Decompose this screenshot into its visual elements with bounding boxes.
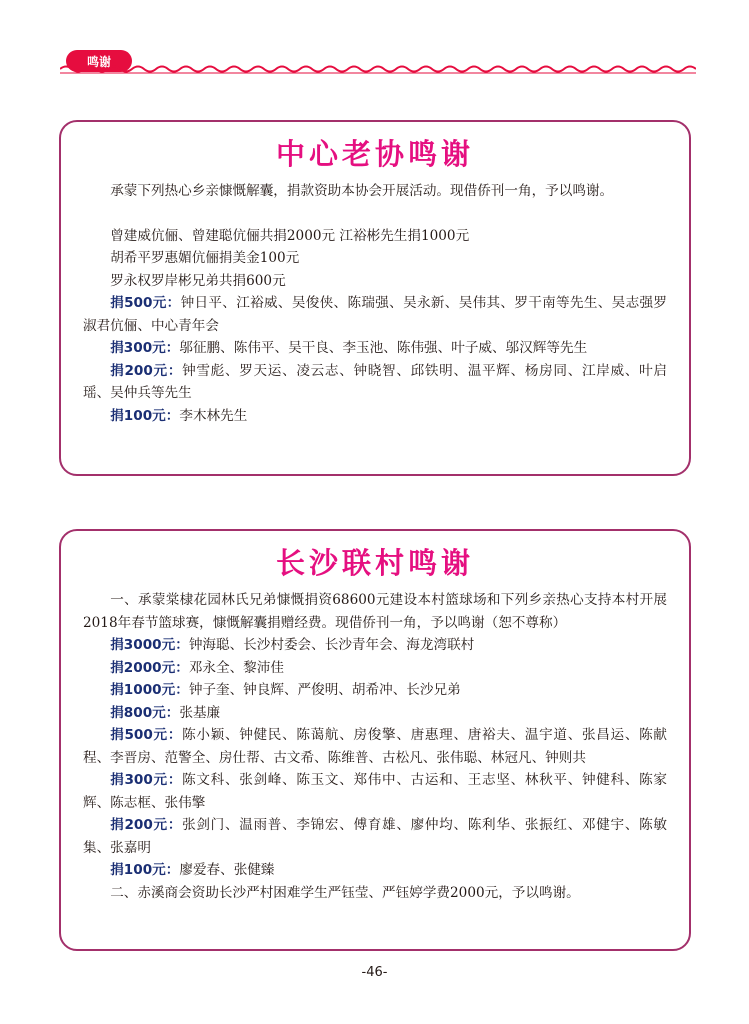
donor-line: 罗永权罗岸彬兄弟共捐600元: [110, 272, 286, 289]
donation-amount: 捐1000元：: [110, 682, 189, 698]
donation-amount: 捐800元：: [110, 704, 180, 721]
donor-names: 钟日平、江裕威、吴俊侠、陈瑞强、吴永新、吴伟其、罗干南等先生、吴志强罗淑君伉俪、中心青年会: [83, 295, 667, 334]
donation-line: [83, 702, 667, 725]
donation-line: [83, 859, 667, 882]
donor-names: 钟海聪、长沙村委会、长沙青年会、海龙湾联村: [188, 637, 475, 653]
intro-paragraph: 承蒙下列热心乡亲慷慨解囊，捐款资助本协会开展活动。现借侨刊一角，予以鸣谢。: [110, 183, 614, 199]
donation-line: [83, 769, 667, 814]
donation-line: [83, 679, 667, 702]
donation-amount: 捐3000元：: [110, 637, 189, 653]
donor-names: 张基廉: [179, 704, 221, 721]
donation-amount: 捐200元：: [110, 362, 183, 379]
donation-line: [83, 724, 667, 769]
closing-paragraph: 二、赤溪商会资助长沙严村困难学生严钰莹、严钰婷学费2000元，予以鸣谢。: [110, 884, 580, 901]
section-tag: 鸣谢: [66, 50, 132, 72]
donor-names: 邓永全、黎沛佳: [188, 659, 284, 676]
donation-amount: 捐2000元：: [110, 659, 189, 676]
donation-amount: 捐100元：: [110, 862, 180, 878]
donation-amount: 捐100元：: [110, 407, 180, 424]
decorative-divider: [60, 64, 696, 74]
donor-line: 曾建威伉俪、曾建聪伉俪共捐2000元 江裕彬先生捐1000元: [110, 227, 470, 244]
intro-paragraph: 一、承蒙棠棣花园林氏兄弟慷慨捐资68600元建设本村篮球场和下列乡亲热心支持本村开展2018年春节篮球赛，慷慨解囊捐赠经费。现借侨刊一角，予以鸣谢（恕不尊称）: [83, 592, 667, 631]
donor-names: 陈小颖、钟健民、陈蔼航、房俊擎、唐惠理、唐裕夫、温宇道、张昌运、陈献程、李晋房、范警全、房仕帮、古文希、陈维普、古松凡、张伟聪、林冠凡、钟则共: [83, 727, 667, 766]
donation-line: [83, 292, 667, 337]
thanks-box-changsha-village: [59, 529, 691, 951]
donor-line: 胡希平罗惠媚伉俪捐美金100元: [110, 250, 300, 266]
donation-line: [83, 360, 667, 405]
section-title: 中心老协鸣谢: [275, 137, 474, 171]
donation-amount: 捐500元：: [110, 727, 183, 743]
donation-line: [83, 337, 667, 360]
thanks-box-center-senior-association: [59, 120, 691, 476]
donor-names: 李木林先生: [179, 407, 248, 424]
donation-line: [83, 657, 667, 680]
section-content: [83, 180, 667, 427]
donation-line: [83, 405, 667, 428]
donor-names: 钟雪彪、罗天运、凌云志、钟晓智、邱铁明、温平辉、杨房同、江岸威、叶启瑶、吴仲兵等先生: [83, 362, 667, 401]
donation-amount: 捐300元：: [110, 772, 183, 788]
donation-amount: 捐200元：: [110, 817, 183, 833]
donor-names: 邬征鹏、陈伟平、吴干良、李玉池、陈伟强、叶子威、邬汉辉等先生: [179, 340, 588, 356]
page-number: -46-: [361, 965, 388, 980]
donor-names: 陈文科、张剑峰、陈玉文、郑伟中、古运和、王志坚、林秋平、钟健科、陈家辉、陈志框、张伟擎: [83, 772, 667, 811]
donation-amount: 捐300元：: [110, 340, 180, 356]
donor-names: 钟子奎、钟良辉、严俊明、胡希冲、长沙兄弟: [188, 682, 461, 698]
donor-names: 张剑门、温雨普、李锦宏、傅育雄、廖仲均、陈利华、张振红、邓健宇、陈敏集、张嘉明: [83, 817, 667, 856]
section-content: [83, 589, 667, 904]
donation-amount: 捐500元：: [110, 295, 181, 311]
donation-line: [83, 634, 667, 657]
section-title: 长沙联村鸣谢: [275, 546, 474, 580]
donor-names: 廖爱春、张健臻: [179, 862, 275, 878]
donation-line: [83, 814, 667, 859]
